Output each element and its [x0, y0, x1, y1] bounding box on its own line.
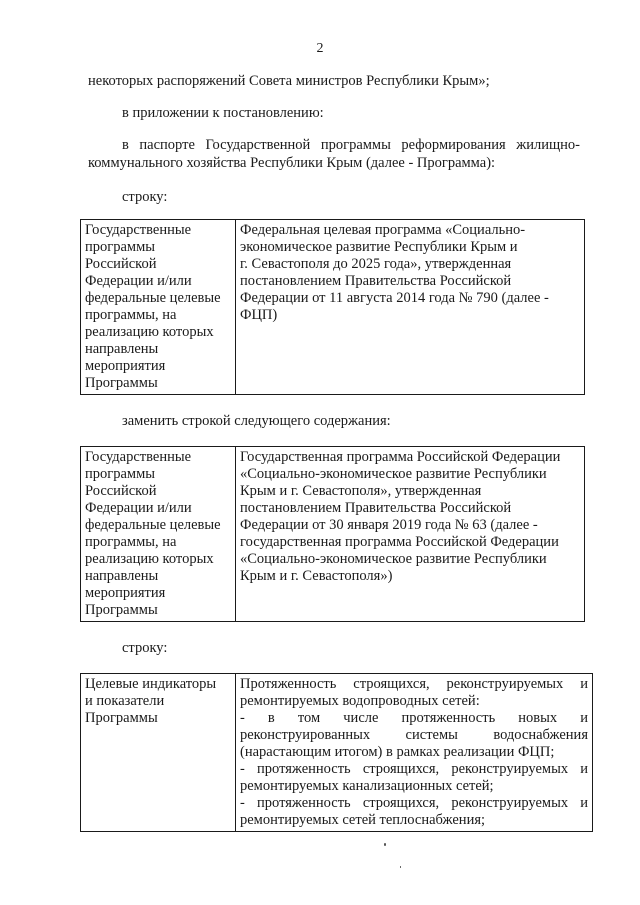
cell-line: направлены [85, 341, 159, 357]
cell-line: Протяженность строящихся, реконструируемых и [240, 676, 588, 692]
paragraph-1: некоторых распоряжений Совета министров Республики Крым»; [88, 73, 490, 89]
cell-line: направлены [85, 568, 159, 584]
cell-line: ремонтируемых водопроводных сетей: [240, 693, 480, 709]
cell-line: «Социально-экономическое развитие Республики [240, 551, 547, 567]
cell-line: Российской [85, 483, 157, 499]
table-cell-value [236, 674, 593, 832]
cell-line: экономическое развитие Республики Крым и [240, 239, 518, 255]
cell-line: (нарастающим итогом) в рамках реализации ФЦП; [240, 744, 555, 760]
paragraph-5: заменить строкой следующего содержания: [122, 413, 391, 429]
cell-line: ремонтируемых канализационных сетей; [240, 778, 494, 794]
cell-line: Федерации от 11 августа 2014 года № 790 (далее - [240, 290, 549, 306]
cell-line: Крым и г. Севастополя») [240, 568, 393, 584]
cell-line: программы, на [85, 534, 177, 550]
cell-line: реализацию которых [85, 324, 214, 340]
table-row [81, 447, 585, 622]
cell-line: г. Севастополя до 2025 года», утвержденная [240, 256, 512, 272]
cell-line: ФЦП) [240, 307, 278, 323]
cell-line: Программы [85, 710, 158, 726]
paragraph-3-line-1: в паспорте Государственной программы реформирования жилищно- [122, 137, 580, 153]
table-new-programs [80, 446, 585, 622]
cell-line: Государственные [85, 222, 192, 238]
cell-line: реализацию которых [85, 551, 214, 567]
cell-line: - протяженность строящихся, реконструируемых и [240, 761, 588, 777]
paragraph-6: строку: [122, 640, 168, 656]
cell-line: мероприятия [85, 358, 166, 374]
paragraph-4: строку: [122, 189, 168, 205]
cell-line: и показатели [85, 693, 165, 709]
cell-line: ремонтируемых сетей теплоснабжения; [240, 812, 486, 828]
table-row [81, 674, 593, 832]
cell-line: постановлением Правительства Российской [240, 273, 512, 289]
cell-line: Крым и г. Севастополя», утвержденная [240, 483, 482, 499]
cell-line: Программы [85, 602, 158, 618]
table-cell-label [81, 674, 236, 832]
scan-speck [384, 843, 386, 846]
cell-line: Федерации и/или [85, 500, 192, 516]
cell-line: Программы [85, 375, 158, 391]
cell-line: Государственная программа Российской Федерации [240, 449, 561, 465]
cell-line: программы [85, 466, 155, 482]
cell-line: - протяженность строящихся, реконструируемых и [240, 795, 588, 811]
cell-line: Федеральная целевая программа «Социально- [240, 222, 526, 238]
cell-line: реконструированных системы водоснабжения [240, 727, 588, 743]
table-old-programs [80, 219, 585, 395]
table-cell-value [236, 220, 585, 395]
scan-speck [400, 866, 401, 868]
cell-line: федеральные целевые [85, 517, 221, 533]
table-target-indicators [80, 673, 593, 832]
table-cell-label [81, 220, 236, 395]
table-row [81, 220, 585, 395]
cell-line: программы, на [85, 307, 177, 323]
cell-line: федеральные целевые [85, 290, 221, 306]
cell-line: Государственные [85, 449, 192, 465]
cell-line: Федерации от 30 января 2019 года № 63 (далее - [240, 517, 538, 533]
cell-line: государственная программа Российской Федерации [240, 534, 559, 550]
paragraph-3-line-2: коммунального хозяйства Республики Крым (далее - Программа): [88, 155, 496, 171]
cell-line: постановлением Правительства Российской [240, 500, 512, 516]
cell-line: «Социально-экономическое развитие Республики [240, 466, 547, 482]
table-cell-value [236, 447, 585, 622]
cell-line: Целевые индикаторы [85, 676, 217, 692]
paragraph-2: в приложении к постановлению: [122, 105, 324, 121]
cell-line: Федерации и/или [85, 273, 192, 289]
cell-line: программы [85, 239, 155, 255]
cell-line: мероприятия [85, 585, 166, 601]
table-cell-label [81, 447, 236, 622]
cell-line: Российской [85, 256, 157, 272]
page-number: 2 [316, 41, 324, 56]
cell-line: - в том числе протяженность новых и [240, 710, 588, 726]
